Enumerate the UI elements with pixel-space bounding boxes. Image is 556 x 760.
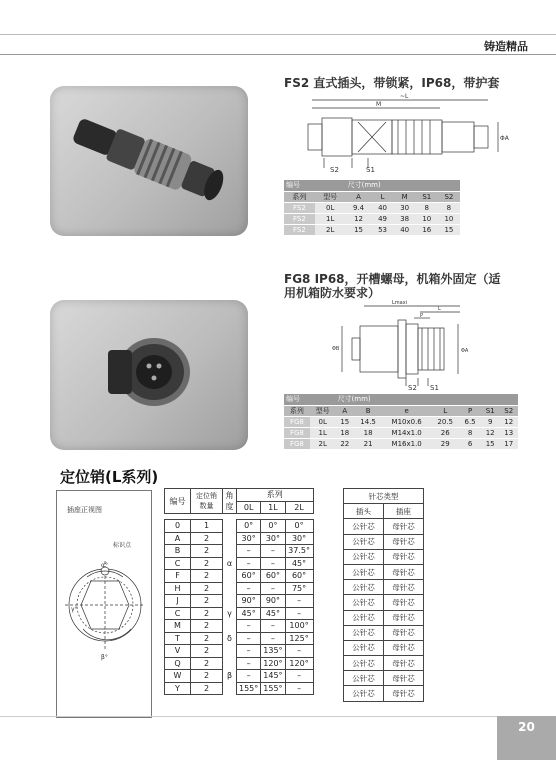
contact-row	[344, 625, 424, 640]
contact-row	[344, 534, 424, 549]
pin-cell: 60°	[261, 570, 285, 583]
pin-cell	[223, 620, 237, 633]
fg8-cell: 15	[481, 438, 500, 449]
fg8-row	[284, 427, 518, 438]
svg-text:标识点: 标识点	[113, 542, 132, 549]
fs2-cell: 1L	[315, 213, 346, 224]
fs2-col-header: M	[394, 191, 416, 202]
lt-h-2l: 2L	[285, 501, 313, 514]
pin-cell: –	[237, 670, 261, 683]
fs2-cell: FS2	[284, 224, 315, 235]
pin-cell: –	[285, 670, 313, 683]
pin-cell: 90°	[261, 595, 285, 608]
pin-row	[165, 532, 314, 545]
pin-cell: 2	[191, 632, 223, 645]
pin-cell: 30°	[285, 532, 313, 545]
fs2-cell: 40	[394, 224, 416, 235]
footer-rule	[0, 716, 497, 717]
fg8-cell: FG8	[284, 416, 310, 427]
pin-cell: –	[237, 557, 261, 570]
pin-cell: 2	[191, 645, 223, 658]
fg8-cell: M16x1.0	[382, 438, 431, 449]
fs2-table	[284, 180, 460, 236]
header-band	[0, 34, 556, 54]
pin-cell: H	[165, 582, 191, 595]
ct-h-socket: 插座	[384, 504, 424, 519]
contact-row	[344, 519, 424, 534]
ct-title: 针芯类型	[344, 489, 424, 504]
pin-cell: 37.5°	[285, 545, 313, 558]
fs2-cell: 16	[416, 224, 438, 235]
contact-cell: 公针芯	[344, 595, 384, 610]
pin-cell: 2	[191, 657, 223, 670]
fg8-cell: FG8	[284, 438, 310, 449]
contact-cell: 母针芯	[384, 564, 424, 579]
fs2-col-header: 系列	[284, 191, 315, 202]
pin-cell: B	[165, 545, 191, 558]
pin-cell: 155°	[261, 682, 285, 695]
pin-cell	[223, 682, 237, 695]
fg8-col-header: e	[382, 405, 431, 416]
contact-row	[344, 564, 424, 579]
fs2-h-code: 编号	[284, 180, 346, 191]
fs2-cell: 15	[438, 224, 460, 235]
contact-cell: 公针芯	[344, 610, 384, 625]
pin-cell: C	[165, 557, 191, 570]
fs2-cell: 40	[372, 202, 394, 213]
pin-cell	[223, 657, 237, 670]
contact-cell: 公针芯	[344, 686, 384, 701]
fs2-photo	[50, 86, 248, 236]
fg8-col-header: S1	[481, 405, 500, 416]
pin-row	[165, 657, 314, 670]
fs2-drawing	[290, 92, 520, 174]
svg-text:~L: ~L	[400, 93, 409, 100]
svg-text:β°: β°	[101, 654, 108, 661]
pin-row	[165, 607, 314, 620]
pin-cell	[223, 520, 237, 533]
fg8-drawing	[330, 300, 480, 392]
fs2-cell: 15	[346, 224, 372, 235]
fs2-col-header: S2	[438, 191, 460, 202]
svg-text:Lmaxi: Lmaxi	[392, 300, 408, 306]
pin-cell: J	[165, 595, 191, 608]
pin-cell: 145°	[261, 670, 285, 683]
fg8-cell: 14.5	[354, 416, 382, 427]
pin-cell: δ	[223, 632, 237, 645]
fg8-cell: 26	[431, 427, 459, 438]
fg8-cell: M10x0.6	[382, 416, 431, 427]
pin-cell: –	[237, 657, 261, 670]
contact-cell: 母针芯	[384, 686, 424, 701]
contact-cell: 公针芯	[344, 640, 384, 655]
fs2-cell: 8	[438, 202, 460, 213]
pin-cell: C	[165, 607, 191, 620]
pin-cell: –	[285, 607, 313, 620]
fg8-col-header: L	[431, 405, 459, 416]
pin-cell: 90°	[237, 595, 261, 608]
svg-text:α°: α°	[101, 562, 108, 569]
contact-type-table	[343, 488, 424, 702]
pin-cell: β	[223, 670, 237, 683]
pin-cell: –	[237, 645, 261, 658]
fg8-cell: 13	[499, 427, 518, 438]
fs2-cell: 2L	[315, 224, 346, 235]
contact-row	[344, 640, 424, 655]
contact-cell: 母针芯	[384, 549, 424, 564]
pin-cell: A	[165, 532, 191, 545]
fg8-cell: 6	[459, 438, 481, 449]
fg8-cell: 21	[354, 438, 382, 449]
pin-cell: –	[261, 632, 285, 645]
pin-cell: –	[237, 632, 261, 645]
socket-front-view	[56, 490, 152, 718]
pin-cell: –	[237, 620, 261, 633]
svg-text:γ°: γ°	[71, 606, 78, 613]
fg8-col-header: S2	[499, 405, 518, 416]
pin-cell: –	[261, 582, 285, 595]
fg8-row	[284, 416, 518, 427]
pin-cell: T	[165, 632, 191, 645]
lt-h-0l: 0L	[237, 501, 261, 514]
fg8-cell: 29	[431, 438, 459, 449]
pin-cell: 0	[165, 520, 191, 533]
contact-cell: 公针芯	[344, 656, 384, 671]
fg8-cell: 12	[481, 427, 500, 438]
fg8-col-header: P	[459, 405, 481, 416]
pin-cell: –	[261, 545, 285, 558]
fs2-cell: 49	[372, 213, 394, 224]
fs2-cell: 38	[394, 213, 416, 224]
lt-h-qty: 定位销数量	[191, 489, 223, 514]
fg8-col-header: 型号	[310, 405, 336, 416]
contact-cell: 母针芯	[384, 519, 424, 534]
fg8-cell: 0L	[310, 416, 336, 427]
svg-text:M: M	[376, 101, 382, 108]
pin-cell: –	[261, 557, 285, 570]
pin-cell	[223, 570, 237, 583]
pin-cell: 2	[191, 682, 223, 695]
fg8-photo	[50, 300, 248, 450]
pin-row	[165, 570, 314, 583]
pin-cell: 30°	[261, 532, 285, 545]
contact-cell: 母针芯	[384, 595, 424, 610]
fg8-cell: FG8	[284, 427, 310, 438]
pin-row	[165, 620, 314, 633]
fg8-table	[284, 394, 518, 450]
pin-cell: –	[261, 620, 285, 633]
pin-cell: 2	[191, 557, 223, 570]
fs2-cell: 8	[416, 202, 438, 213]
pin-cell: 75°	[285, 582, 313, 595]
fs2-cell: 10	[438, 213, 460, 224]
pin-row	[165, 670, 314, 683]
fg8-cell: M14x1.0	[382, 427, 431, 438]
pin-cell: 100°	[285, 620, 313, 633]
contact-cell: 母针芯	[384, 580, 424, 595]
pin-cell: –	[237, 545, 261, 558]
fg8-cell: 18	[354, 427, 382, 438]
fg8-cell: 22	[336, 438, 355, 449]
svg-text:S1: S1	[430, 384, 439, 392]
fg8-cell: 9	[481, 416, 500, 427]
pin-cell: –	[285, 595, 313, 608]
svg-text:S2: S2	[330, 166, 339, 174]
pin-cell: Q	[165, 657, 191, 670]
pin-cell	[223, 532, 237, 545]
fs2-cell: 10	[416, 213, 438, 224]
fg8-col-header: 系列	[284, 405, 310, 416]
fg8-cell: 8	[459, 427, 481, 438]
pin-cell: 45°	[237, 607, 261, 620]
pin-cell: –	[285, 645, 313, 658]
fs2-col-header: 型号	[315, 191, 346, 202]
svg-text:S1: S1	[366, 166, 375, 174]
pin-row	[165, 632, 314, 645]
pin-row	[165, 582, 314, 595]
pin-cell: 2	[191, 582, 223, 595]
pin-cell: 155°	[237, 682, 261, 695]
contact-row	[344, 580, 424, 595]
pin-cell: 0°	[261, 520, 285, 533]
pin-cell: 2	[191, 620, 223, 633]
fg8-cell: 15	[336, 416, 355, 427]
pin-row	[165, 520, 314, 533]
contact-cell: 公针芯	[344, 564, 384, 579]
svg-text:P: P	[420, 313, 424, 319]
fg8-cell: 1L	[310, 427, 336, 438]
fs2-row	[284, 213, 460, 224]
pin-cell: 2	[191, 545, 223, 558]
pin-cell	[223, 595, 237, 608]
fs2-col-header: S1	[416, 191, 438, 202]
header-rule	[0, 54, 556, 55]
fg8-row	[284, 438, 518, 449]
pin-row	[165, 645, 314, 658]
fg8-cell: 20.5	[431, 416, 459, 427]
svg-text:ΦA: ΦA	[500, 135, 509, 142]
pin-row	[165, 682, 314, 695]
lt-h-angle: 角度	[223, 489, 237, 514]
contact-cell: 公针芯	[344, 580, 384, 595]
pin-row	[165, 557, 314, 570]
pin-cell: W	[165, 670, 191, 683]
contact-cell: 母针芯	[384, 656, 424, 671]
pin-cell: 135°	[261, 645, 285, 658]
fs2-cell: 30	[394, 202, 416, 213]
contact-row	[344, 671, 424, 686]
pin-cell	[223, 645, 237, 658]
pin-cell: 0°	[285, 520, 313, 533]
fg8-col-header: B	[354, 405, 382, 416]
contact-cell: 母针芯	[384, 640, 424, 655]
fg8-cell: 2L	[310, 438, 336, 449]
contact-cell: 公针芯	[344, 549, 384, 564]
fs2-col-header: L	[372, 191, 394, 202]
fs2-title: FS2 直式插头，带锁紧，IP68，带护套	[284, 76, 500, 90]
pin-cell: 60°	[285, 570, 313, 583]
ct-h-plug: 插头	[344, 504, 384, 519]
pin-cell: 120°	[285, 657, 313, 670]
contact-cell: 公针芯	[344, 671, 384, 686]
pin-cell: –	[285, 682, 313, 695]
pin-cell: 60°	[237, 570, 261, 583]
pin-cell: M	[165, 620, 191, 633]
contact-row	[344, 610, 424, 625]
fs2-cell: 53	[372, 224, 394, 235]
pin-cell: γ	[223, 607, 237, 620]
fs2-cell: FS2	[284, 213, 315, 224]
pin-cell: 2	[191, 570, 223, 583]
contact-cell: 公针芯	[344, 534, 384, 549]
fg8-title-1: FG8 IP68，开槽螺母，机箱外固定（适	[284, 272, 501, 286]
fg8-h-code: 编号	[284, 394, 336, 405]
pin-cell: 2	[191, 670, 223, 683]
svg-text:L: L	[438, 306, 441, 312]
pin-cell: 125°	[285, 632, 313, 645]
fs2-h-size: 尺寸(mm)	[346, 180, 460, 191]
pin-cell: 120°	[261, 657, 285, 670]
lt-h-1l: 1L	[261, 501, 285, 514]
svg-text:ΦB: ΦB	[332, 346, 340, 352]
pin-cell: 2	[191, 607, 223, 620]
page-number: 20	[497, 716, 556, 760]
pin-cell	[223, 545, 237, 558]
pin-cell	[223, 582, 237, 595]
fs2-row	[284, 202, 460, 213]
contact-row	[344, 595, 424, 610]
pin-row	[165, 595, 314, 608]
lt-h-series: 系列	[237, 489, 314, 502]
fg8-cell: 6.5	[459, 416, 481, 427]
fs2-col-header: A	[346, 191, 372, 202]
contact-cell: 母针芯	[384, 534, 424, 549]
fg8-cell: 12	[499, 416, 518, 427]
fs2-cell: 0L	[315, 202, 346, 213]
pin-cell: 1	[191, 520, 223, 533]
pin-cell: 0°	[237, 520, 261, 533]
fs2-cell: 12	[346, 213, 372, 224]
socket-view-label: 插座正视图	[67, 506, 102, 514]
contact-row	[344, 656, 424, 671]
lt-h-code: 编号	[165, 489, 191, 514]
pin-cell: F	[165, 570, 191, 583]
svg-text:ΦA: ΦA	[461, 348, 469, 354]
pins-title: 定位销(L系列)	[60, 468, 159, 486]
pin-cell: 45°	[261, 607, 285, 620]
fs2-row	[284, 224, 460, 235]
fg8-cell: 17	[499, 438, 518, 449]
pin-cell: Y	[165, 682, 191, 695]
contact-cell: 母针芯	[384, 671, 424, 686]
contact-cell: 母针芯	[384, 610, 424, 625]
pin-cell: V	[165, 645, 191, 658]
contact-row	[344, 549, 424, 564]
pin-angle-table	[164, 488, 314, 695]
svg-text:S2: S2	[408, 384, 417, 392]
fg8-col-header: A	[336, 405, 355, 416]
fs2-cell: FS2	[284, 202, 315, 213]
pin-cell: 2	[191, 595, 223, 608]
contact-cell: 公针芯	[344, 519, 384, 534]
pin-row	[165, 545, 314, 558]
contact-cell: 公针芯	[344, 625, 384, 640]
contact-row	[344, 686, 424, 701]
pin-cell: 30°	[237, 532, 261, 545]
pin-cell: 2	[191, 532, 223, 545]
contact-cell: 母针芯	[384, 625, 424, 640]
fs2-cell: 9.4	[346, 202, 372, 213]
pin-cell: 45°	[285, 557, 313, 570]
pin-cell: α	[223, 557, 237, 570]
fg8-h-size: 尺寸(mm)	[336, 394, 518, 405]
header-title: 铸造精品	[484, 40, 528, 53]
fg8-cell: 18	[336, 427, 355, 438]
pin-cell: –	[237, 582, 261, 595]
fg8-title-2: 用机箱防水要求）	[284, 286, 381, 300]
